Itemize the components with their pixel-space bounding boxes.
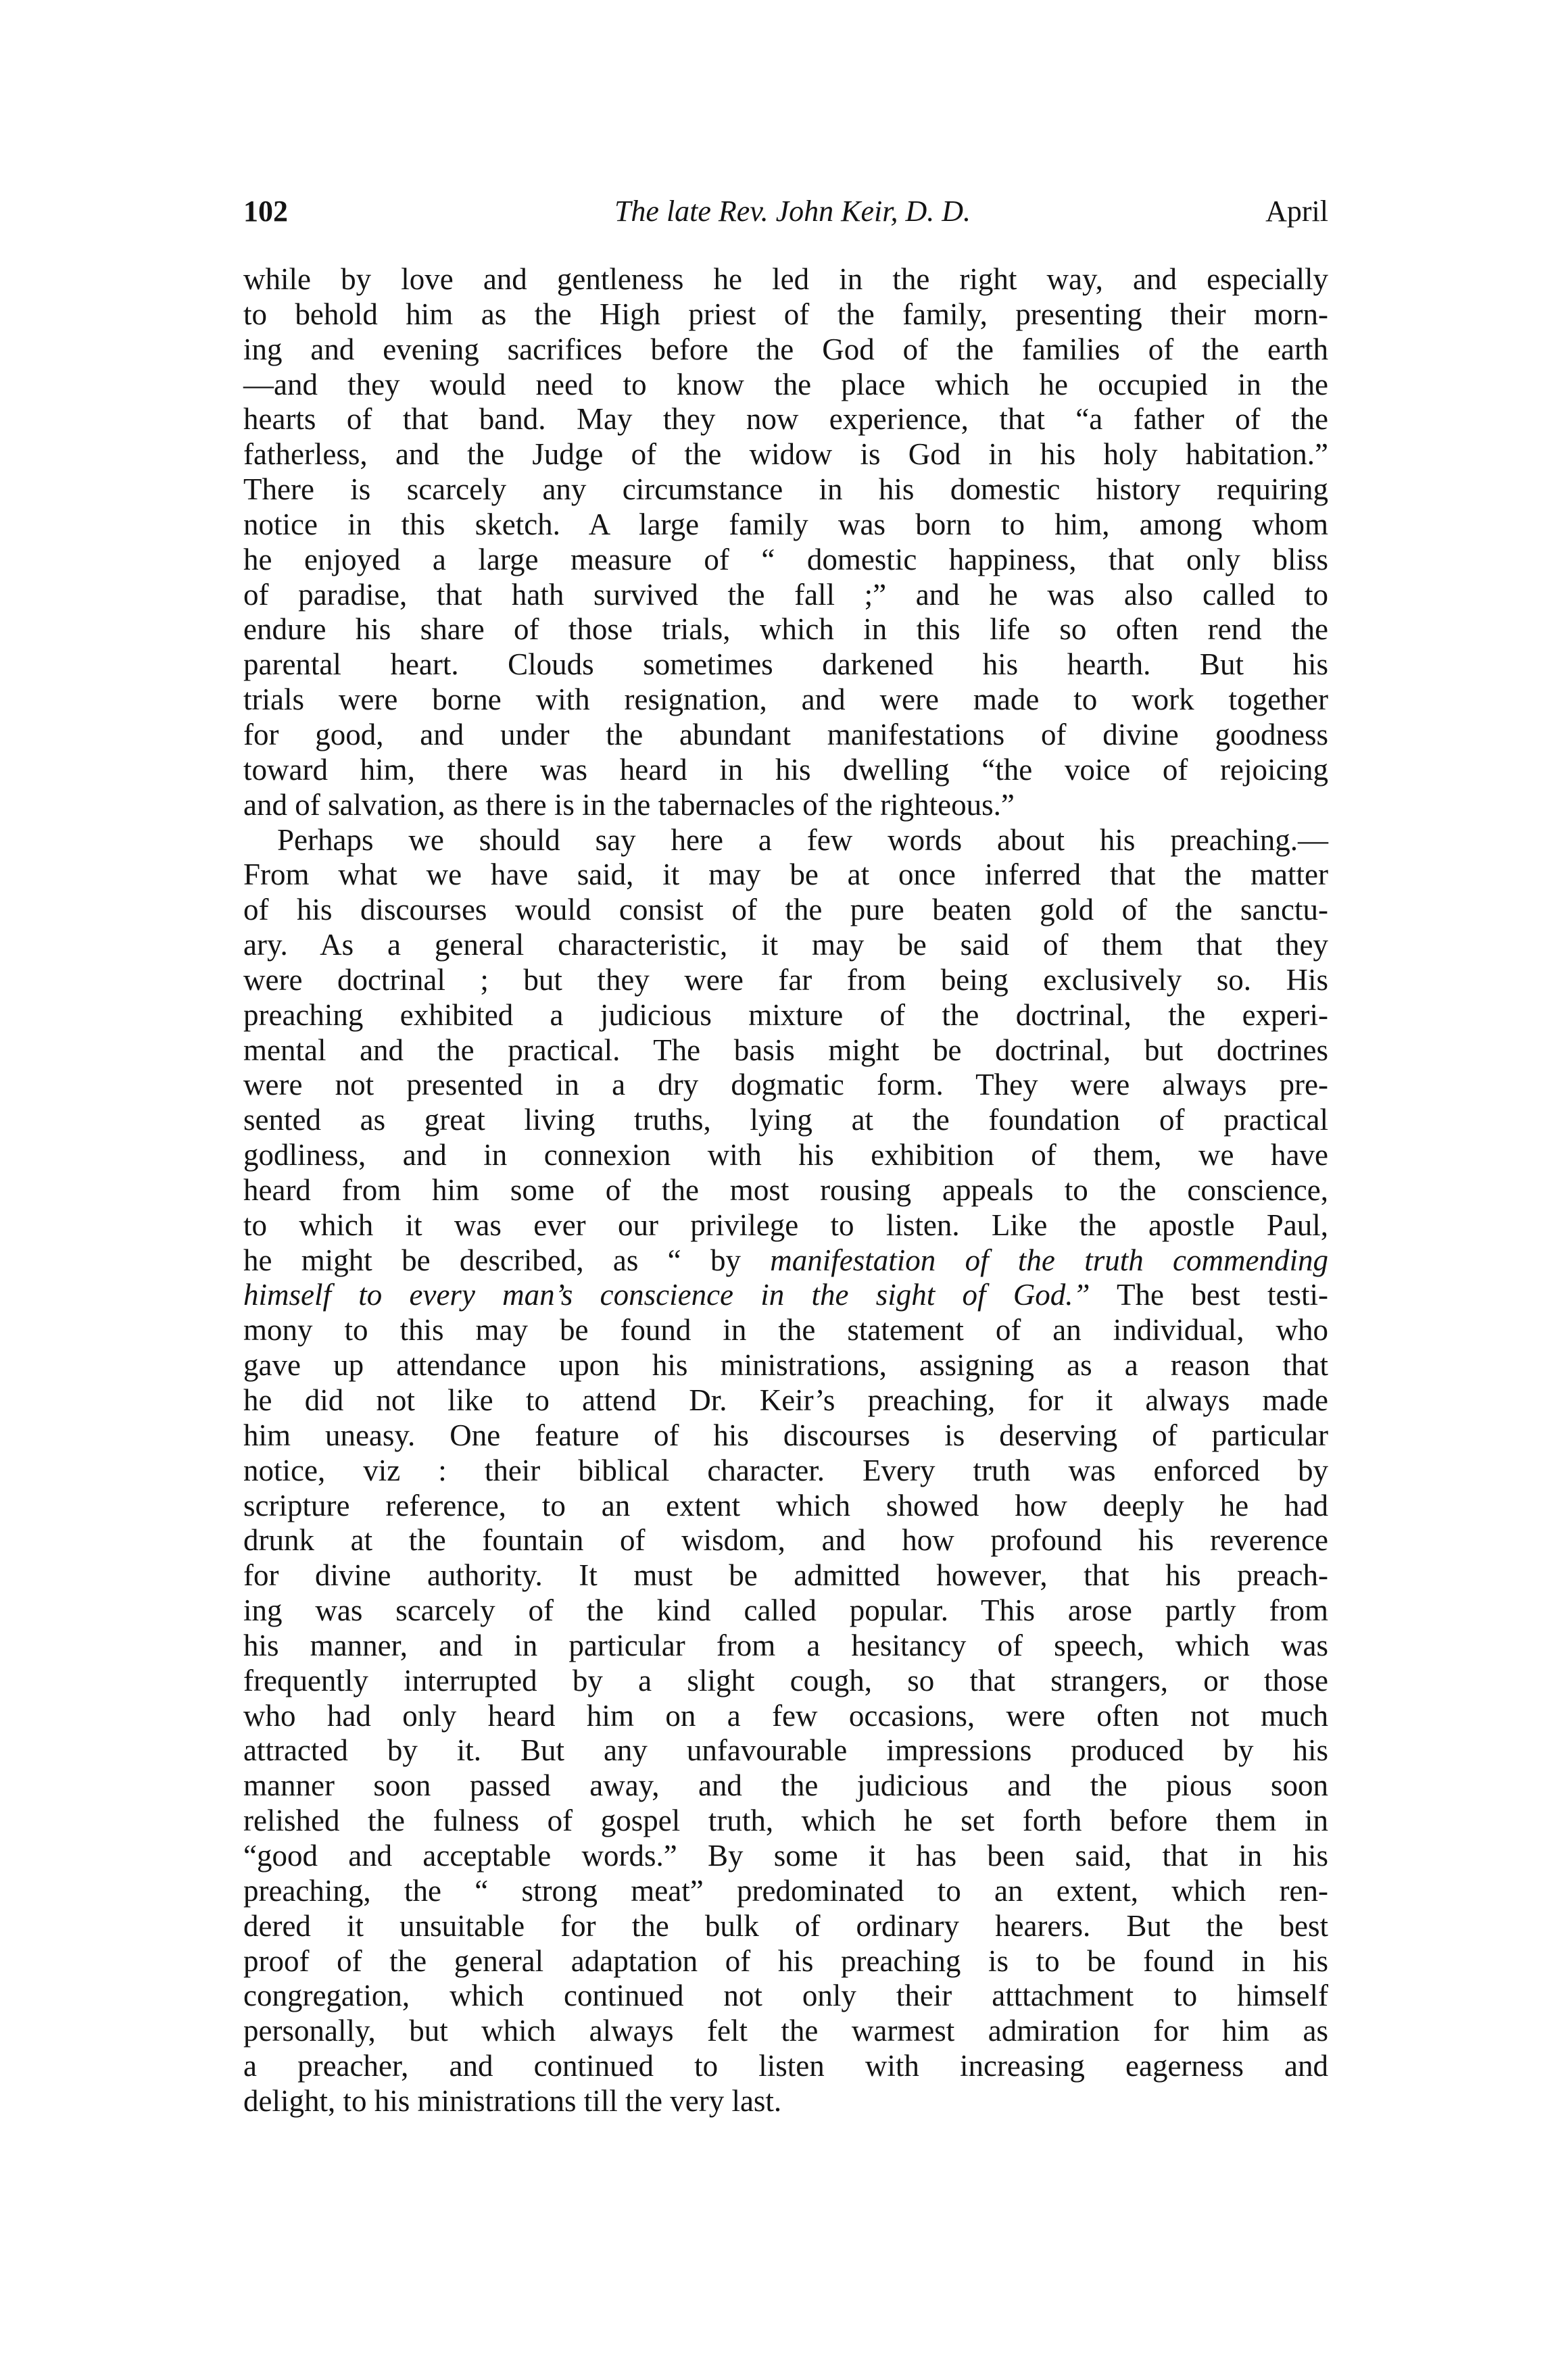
text-line [243,998,1328,1033]
text-line [243,1979,1328,2014]
line-text: personally, but which always felt the warmest admiration for him as [243,2014,1328,2048]
line-text: scripture reference, to an extent which showed how deeply he had [243,1488,1328,1522]
text-line [243,2049,1328,2084]
text-line [243,612,1328,647]
line-text: while by love and gentleness he led in the right way, and especially [243,262,1328,296]
text-line [243,1944,1328,1979]
text-line [243,1909,1328,1944]
text-line [243,1593,1328,1629]
running-head [243,188,1328,235]
text-line [243,893,1328,928]
body-text [243,262,1328,2119]
text-line [243,2084,1328,2119]
text-line [243,823,1328,858]
line-text: mental and the practical. The basis might be doctrinal, but doctrines [243,1033,1328,1067]
text-line [243,1068,1328,1103]
text-line [243,718,1328,753]
line-text: of his discourses would consist of the pure beaten gold of the sanctu- [243,893,1328,927]
text-line [243,578,1328,613]
line-text: he enjoyed a large measure of “ domestic happiness, that only bliss [243,542,1328,576]
running-month: April [1265,195,1328,228]
text-line [243,262,1328,297]
text-line [243,1558,1328,1593]
line-text: manner soon passed away, and the judicious and the pious soon [243,1768,1328,1803]
line-text: endure his share of those trials, which in this life so often rend the [243,612,1328,647]
text-line [243,647,1328,683]
text-line [243,1243,1328,1279]
text-line [243,1629,1328,1664]
text-line [243,753,1328,788]
line-text: who had only heard him on a few occasions, were often not much [243,1698,1328,1733]
line-text: The best testi- [1090,1278,1328,1312]
line-text: were doctrinal ; but they were far from being exclusively so. His [243,962,1328,997]
line-text: mony to this may be found in the statement of an individual, who [243,1313,1328,1347]
text-line [243,507,1328,543]
text-line [243,1138,1328,1173]
text-line [243,2014,1328,2049]
text-line [243,437,1328,472]
line-text: a preacher, and continued to listen with increasing eagerness and [243,2049,1328,2083]
line-text: and of salvation, as there is in the tabernacles of the righteous.” [243,787,1015,822]
text-line [243,858,1328,893]
line-text: proof of the general adaptation of his preaching is to be found in his [243,1943,1328,1978]
text-line [243,332,1328,368]
text-line [243,543,1328,578]
line-text: “good and acceptable words.” By some it has been said, that in his [243,1838,1328,1873]
text-line [243,1383,1328,1418]
line-text: to which it was ever our privilege to listen. Like the apostle Paul, [243,1208,1328,1242]
line-text: relished the fulness of gospel truth, which he set forth before them in [243,1804,1328,1838]
line-text: ing and evening sacrifices before the God of the families of the earth [243,332,1328,366]
text-line [243,683,1328,718]
text-line [243,788,1328,823]
line-text: to behold him as the High priest of the family, presenting their morn- [243,297,1328,331]
line-text: godliness, and in connexion with his exhibition of them, we have [243,1138,1328,1172]
line-text: dered it unsuitable for the bulk of ordinary hearers. But the best [243,1908,1328,1943]
line-text: parental heart. Clouds sometimes darkened his hearth. But his [243,647,1328,682]
text-line [243,1664,1328,1699]
line-text: notice in this sketch. A large family was born to him, among whom [243,507,1328,541]
line-text: were not presented in a dry dogmatic form. They were always pre- [243,1068,1328,1102]
line-text: preaching exhibited a judicious mixture of the doctrinal, the experi- [243,997,1328,1032]
text-line [243,1699,1328,1734]
text-line [243,1839,1328,1874]
line-text: attracted by it. But any unfavourable impressions produced by his [243,1733,1328,1768]
line-text: —and they would need to know the place which he occupied in the [243,367,1328,401]
text-line [243,1768,1328,1804]
line-text: heard from him some of the most rousing appeals to the conscience, [243,1172,1328,1207]
line-text: congregation, which continued not only their atttachment to himself [243,1979,1328,2013]
line-text: delight, to his ministrations till the very last. [243,2083,782,2118]
text-line [243,368,1328,403]
text-line [243,297,1328,332]
line-text: sented as great living truths, lying at the foundation of practical [243,1103,1328,1137]
text-line [243,402,1328,437]
text-line [243,1278,1328,1313]
line-text: There is scarcely any circumstance in his domestic history requiring [243,472,1328,507]
text-line [243,963,1328,998]
text-line [243,1804,1328,1839]
line-text: ing was scarcely of the kind called popular. This arose partly from [243,1593,1328,1628]
line-text: for divine authority. It must be admitted however, that his preach- [243,1558,1328,1593]
line-text: him uneasy. One feature of his discourses is deserving of particular [243,1418,1328,1452]
text-line [243,1033,1328,1068]
text-line [243,1489,1328,1524]
line-text: frequently interrupted by a slight cough, so that strangers, or those [243,1663,1328,1697]
text-line [243,1523,1328,1558]
line-text: he might be described, as “ by [243,1243,771,1277]
text-line [243,1208,1328,1243]
text-line [243,1348,1328,1383]
line-text: hearts of that band. May they now experience, that “a father of the [243,402,1328,437]
line-text: of paradise, that hath survived the fall ;” and he was also called to [243,577,1328,612]
text-line [243,1733,1328,1768]
line-text: fatherless, and the Judge of the widow is God in his holy habitation.” [243,437,1328,472]
page-number: 102 [243,195,288,228]
line-text: preaching, the “ strong meat” predominated to an extent, which ren- [243,1873,1328,1908]
line-text: notice, viz : their biblical character. Every truth was enforced by [243,1453,1328,1487]
text-line [243,1313,1328,1348]
text-line [243,928,1328,963]
text-line [243,1874,1328,1909]
line-text: his manner, and in particular from a hesitancy of speech, which was [243,1628,1328,1662]
line-text: gave up attendance upon his ministrations, assigning as a reason that [243,1348,1328,1383]
italic-text: manifestation of the truth commending [770,1243,1328,1277]
running-title: The late Rev. John Keir, D. D. [614,195,971,228]
line-text: Perhaps we should say here a few words about his preaching.— [277,822,1328,857]
line-text: drunk at the fountain of wisdom, and how profound his reverence [243,1523,1328,1558]
text-line [243,1454,1328,1489]
text-line [243,1418,1328,1454]
line-text: ary. As a general characteristic, it may be said of them that they [243,928,1328,962]
line-text: he did not like to attend Dr. Keir’s preaching, for it always made [243,1383,1328,1417]
line-text: From what we have said, it may be at once inferred that the matter [243,858,1328,892]
line-text: trials were borne with resignation, and were made to work together [243,683,1328,717]
line-text: toward him, there was heard in his dwelling “the voice of rejoicing [243,752,1328,787]
line-text: for good, and under the abundant manifestations of divine goodness [243,717,1328,751]
italic-text: himself to every man’s conscience in the sight of God.” [243,1278,1090,1312]
text-line [243,1173,1328,1208]
text-line [243,472,1328,507]
text-line [243,1103,1328,1138]
